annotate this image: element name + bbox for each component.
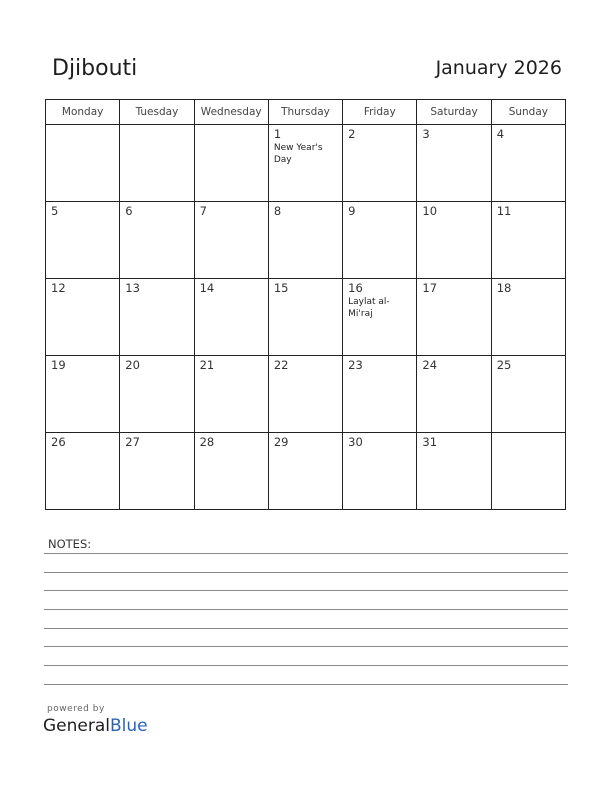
day-cell <box>491 356 565 433</box>
day-cell <box>46 433 120 510</box>
day-number: 12 <box>51 281 66 295</box>
day-number: 14 <box>199 281 215 295</box>
day-cell <box>491 125 565 202</box>
day-cell <box>268 433 342 510</box>
day-cell <box>417 279 491 356</box>
notes-label: NOTES: <box>48 537 92 551</box>
weekday-monday: Monday <box>46 100 120 125</box>
day-cell <box>268 356 342 433</box>
note-line <box>44 609 568 610</box>
day-number: 1 <box>273 127 282 141</box>
weekday-saturday: Saturday <box>417 100 491 125</box>
day-cell <box>120 202 194 279</box>
day-cell <box>46 202 120 279</box>
day-cell <box>417 433 491 510</box>
day-cell <box>194 433 268 510</box>
day-cell <box>194 202 268 279</box>
day-cell <box>120 433 194 510</box>
weekday-header-row <box>46 100 566 125</box>
day-cell <box>268 202 342 279</box>
day-cell <box>194 356 268 433</box>
week-row <box>46 202 566 279</box>
day-cell <box>417 125 491 202</box>
note-line <box>44 628 568 629</box>
day-number: 26 <box>51 435 66 449</box>
note-line <box>44 665 568 666</box>
weekday-wednesday: Wednesday <box>194 100 268 125</box>
day-cell <box>194 279 268 356</box>
day-number: 18 <box>496 281 512 295</box>
day-cell <box>268 279 342 356</box>
day-number: 7 <box>199 204 207 218</box>
day-cell <box>120 125 194 202</box>
day-cell <box>491 279 565 356</box>
day-number: 24 <box>422 358 438 372</box>
day-number: 30 <box>348 435 363 449</box>
calendar-grid <box>45 99 566 510</box>
week-row <box>46 279 566 356</box>
day-number: 10 <box>422 204 438 218</box>
day-number: 19 <box>51 358 66 372</box>
day-cell <box>268 125 342 202</box>
day-number: 21 <box>199 358 215 372</box>
day-cell <box>120 279 194 356</box>
note-line <box>44 553 568 554</box>
day-number: 9 <box>348 204 356 218</box>
day-cell <box>417 356 491 433</box>
day-number: 31 <box>422 435 438 449</box>
day-cell <box>491 433 565 510</box>
generalblue-logo <box>43 716 148 736</box>
month-title: January 2026 <box>435 57 562 79</box>
day-cell <box>46 356 120 433</box>
day-number: 3 <box>422 127 430 141</box>
weekday-tuesday: Tuesday <box>120 100 194 125</box>
weekday-friday: Friday <box>343 100 417 125</box>
holiday-label: Laylat al-Mi'raj <box>348 297 390 319</box>
powered-by-text: powered by <box>47 704 105 714</box>
brand-general: General <box>43 716 110 736</box>
weekday-thursday: Thursday <box>268 100 342 125</box>
day-cell <box>194 125 268 202</box>
note-line <box>44 590 568 591</box>
day-number: 6 <box>125 204 133 218</box>
day-cell <box>120 356 194 433</box>
day-number: 20 <box>125 358 140 372</box>
day-number: 27 <box>125 435 140 449</box>
day-number: 13 <box>125 281 140 295</box>
day-number: 29 <box>273 435 289 449</box>
day-number: 15 <box>273 281 289 295</box>
day-cell <box>343 202 417 279</box>
day-number: 22 <box>273 358 289 372</box>
brand-blue: Blue <box>110 716 148 736</box>
day-cell <box>491 202 565 279</box>
day-number: 16 <box>348 281 363 295</box>
day-cell <box>343 356 417 433</box>
day-number: 2 <box>348 127 356 141</box>
day-cell <box>46 279 120 356</box>
day-number: 25 <box>496 358 512 372</box>
day-cell <box>343 433 417 510</box>
weekday-sunday: Sunday <box>491 100 565 125</box>
country-title: Djibouti <box>52 56 138 81</box>
day-number: 17 <box>422 281 438 295</box>
day-number: 28 <box>199 435 215 449</box>
note-line <box>44 572 568 573</box>
week-row <box>46 433 566 510</box>
holiday-label: New Year's Day <box>273 143 323 165</box>
day-number: 4 <box>496 127 505 141</box>
day-number: 23 <box>348 358 363 372</box>
day-cell <box>46 125 120 202</box>
day-cell <box>417 202 491 279</box>
day-cell <box>343 125 417 202</box>
note-line <box>44 684 568 685</box>
week-row <box>46 356 566 433</box>
day-number: 5 <box>51 204 59 218</box>
week-row <box>46 125 566 202</box>
day-cell <box>343 279 417 356</box>
day-number: 11 <box>496 204 512 218</box>
note-line <box>44 646 568 647</box>
day-number: 8 <box>273 204 282 218</box>
